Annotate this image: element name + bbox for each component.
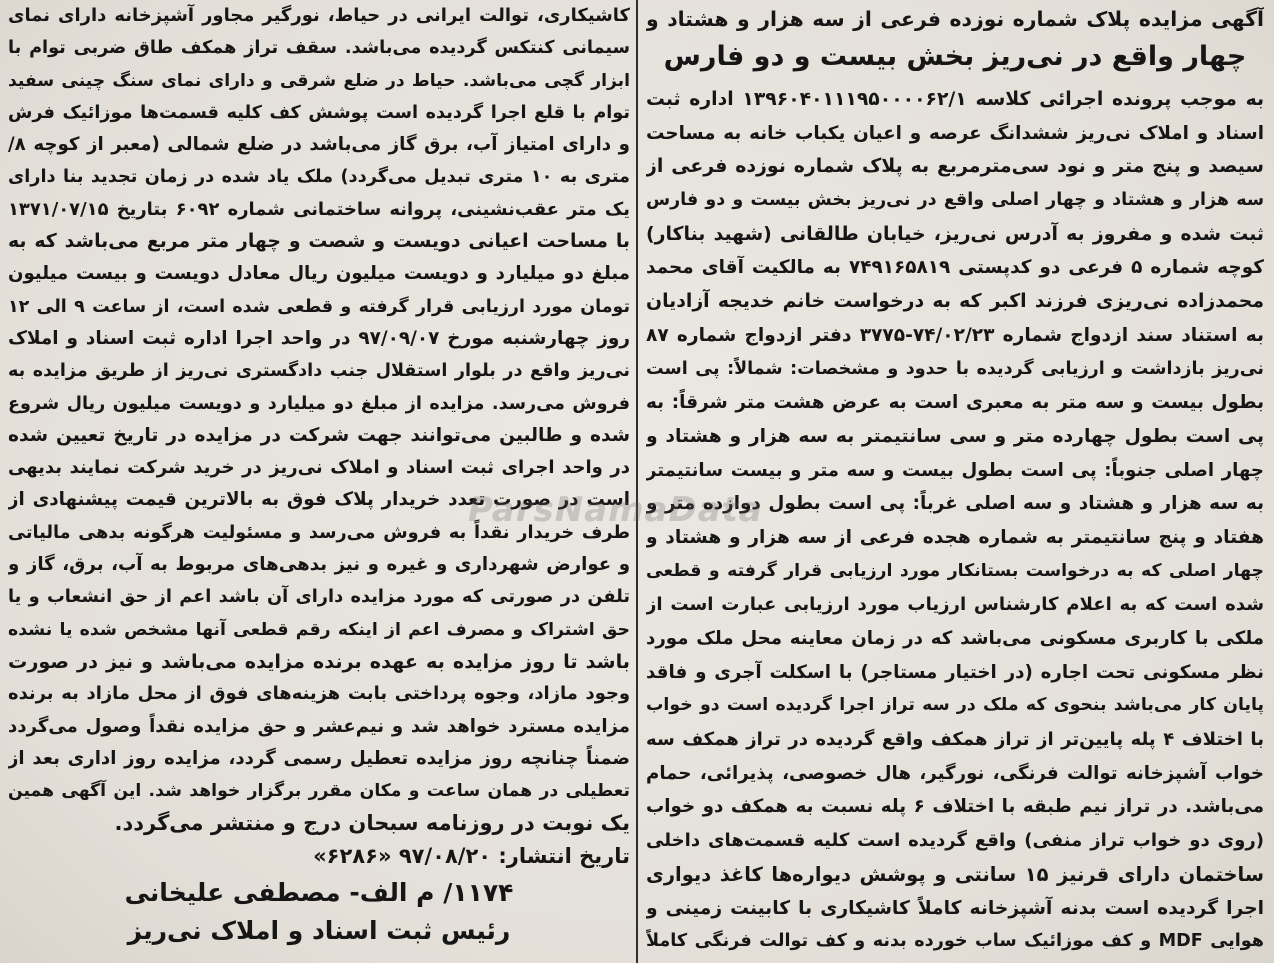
notice-column-right — [646, 83, 1264, 959]
signature-name: ۱۱۷۴/ م الف- مصطفی علیخانی — [124, 878, 514, 907]
notice-text-line: اجرا گردیده است بدنه آشپزخانه کاملاً کاشیکاری با کابینت زمینی و — [646, 897, 1264, 919]
watermark-text: ParsNamaData — [468, 490, 763, 530]
notice-title-line: چهار واقع در نی‌ریز بخش بیست و دو فارس — [663, 41, 1247, 72]
notice-text-line: اسناد و املاک نی‌ریز ششدانگ عرصه و اعیان یکباب خانه به مساحت — [646, 122, 1264, 144]
notice-text-line: حق اشتراک و مصرف اعم از اینکه رقم قطعی آنها مشخص شده یا نشده — [8, 619, 630, 640]
notice-text-line: ضمناً چنانچه روز مزایده تعطیل رسمی گردد، مزایده روز اداری بعد از — [8, 747, 630, 769]
notice-text-line: به موجب پرونده اجرائی کلاسه ۱۳۹۶۰۴۰۱۱۱۹۵۰۰۰۰۶۲/۱ اداره ثبت — [646, 89, 1264, 110]
column-divider — [636, 0, 638, 963]
notice-text-line: نظر مسکونی تحت اجاره (در اختیار مستاجر) با اسکلت آجری و فاقد — [646, 661, 1264, 683]
notice-text-line: ابزار گچی می‌باشد. حیاط در ضلع شرقی و دارای نمای سنگ چینی سفید — [8, 70, 630, 91]
notice-text-line: است در صورت تعدد خریدار پلاک فوق به بالاترین قیمت پیشنهادی از — [8, 489, 630, 511]
notice-text-line: یک نوبت در روزنامه سبحان درج و منتشر می‌گردد. — [114, 811, 630, 836]
notice-text-line: محمدزاده نی‌ریزی فرزند اکبر که به درخواست خانم خدیجه آزادیان — [646, 291, 1264, 313]
notice-title-line: آگهی مزایده پلاک شماره نوزده فرعی از سه هزار و هشتاد و — [646, 7, 1264, 31]
notice-text-line: نی‌ریز واقع در بلوار استقلال جنب دادگستری نی‌ریز از طریق مزایده به — [8, 361, 630, 382]
notice-text-line: ملکی با کاربری مسکونی می‌باشد که در زمان معاینه محل ملک مورد — [646, 628, 1264, 649]
notice-column-left — [8, 0, 630, 872]
notice-text-line: به سه هزار و هشتاد و سه اصلی غرباً: پی است بطول دوازده متر و — [646, 493, 1264, 515]
notice-text-line: یک متر عقب‌نشینی، پروانه ساختمانی شماره ۶۰۹۲ بتاریخ ۱۳۷۱/۰۷/۱۵ — [8, 198, 630, 220]
notice-title-block — [646, 0, 1264, 76]
notice-text-line: در واحد اجرای ثبت اسناد و املاک نی‌ریز در خرید شرکت نمایند بدیهی — [8, 457, 630, 479]
notice-text-line: شده و طالبین می‌توانند جهت شرکت در مزایده در تاریخ تعیین شده — [8, 424, 630, 446]
notice-text-line: کاشیکاری، توالت ایرانی در حیاط، نورگیر مجاور آشپزخانه دارای نمای — [8, 5, 630, 26]
notice-text-line: پایان کار می‌باشد بنحوی که ملک در سه تراز اجرا گردیده است دو خواب — [646, 695, 1264, 716]
notice-text-line: با اختلاف ۴ پله پایین‌تر از تراز همکف واقع گردیده در تراز همکف سه — [646, 729, 1264, 751]
notice-text-line: روز چهارشنبه مورخ ۹۷/۰۹/۰۷ در واحد اجرا اداره ثبت اسناد و املاک — [8, 327, 630, 349]
notice-text-line: سیمانی کنتکس گردیده می‌باشد. سقف تراز همکف طاق ضربی توام با — [8, 38, 630, 59]
notice-text-line: طرف خریدار نقداً به فروش می‌رسد و مسئولیت هرگونه بدهی مالیاتی — [8, 522, 630, 543]
signature-title: رئیس ثبت اسناد و املاک نی‌ریز — [127, 916, 511, 945]
notice-text-line: هوایی MDF و کف موزائیک ساب خورده بدنه و کف توالت فرنگی کاملاً — [646, 931, 1264, 952]
notice-text-line: با مساحت اعیانی دویست و شصت و چهار متر مربع می‌باشد که به — [8, 231, 630, 253]
notice-text-line: توام با قلع اجرا گردیده است پوشش کف کلیه قسمت‌ها موزائیک فرش — [8, 102, 630, 123]
notice-text-line: خواب آشپزخانه توالت فرنگی، نورگیر، هال خصوصی، پذیرائی، حمام — [646, 762, 1264, 784]
notice-text-line: (روی دو خواب تراز منفی) واقع گردیده است کلیه قسمت‌های داخلی — [646, 830, 1264, 852]
notice-text-line: سیصد و پنج متر و نود سی‌مترمربع به پلاک شماره نوزده فرعی از — [646, 155, 1264, 178]
notice-text-line: شده است که به اعلام کارشناس ارزیاب مورد ارزیابی عبارت است از — [646, 594, 1264, 616]
publication-date: تاریخ انتشار: ۹۷/۰۸/۲۰ «۶۲۸۶» — [313, 843, 630, 868]
notice-text-line: می‌باشد. در تراز نیم طبقه با اختلاف ۶ پله نسبت به همکف دو خواب — [646, 796, 1264, 818]
notice-text-line: پی است بطول چهارده متر و سی سانتیمتر به سه هزار و هشتاد و — [646, 425, 1264, 447]
notice-text-line: نی‌ریز بازداشت و ارزیابی گردیده با حدود و مشخصات: شمالاً: پی است — [646, 358, 1264, 379]
notice-text-line: تعطیلی در همان ساعت و مکان مقرر برگزار خواهد شد. این آگهی همین — [8, 781, 630, 802]
signature-block — [8, 874, 630, 950]
notice-text-line: وجود مازاد، وجوه پرداختی بابت هزینه‌های فوق از محل مازاد به برنده — [8, 683, 630, 705]
notice-text-line: مبلغ دو میلیارد و دویست میلیون ریال معادل دویست و بیست میلیون — [8, 263, 630, 285]
notice-text-line: و عوارض شهرداری و غیره و نیز بدهی‌های مربوط به آب، برق، گاز و — [8, 554, 630, 576]
notice-text-line: چهار اصلی جنوباً: پی است بطول بیست و سه متر و بیست سانتیمتر — [646, 459, 1264, 481]
notice-text-line: چهار اصلی که به درخواست بستانکار مورد ارزیابی قرار گرفته و قطعی — [646, 560, 1264, 581]
notice-text-line: تومان مورد ارزیابی قرار گرفته و قطعی شده است، از ساعت ۹ الی ۱۲ — [8, 296, 630, 317]
notice-text-line: بطول بیست و سه متر به معبری است به عرض هشت متر شرقاً: به — [646, 392, 1264, 414]
notice-text-line: مزایده مسترد خواهد شد و نیم‌عشر و حق مزایده نقداً وصول می‌گردد — [8, 715, 630, 737]
notice-text-line: فروش می‌رسد. مزایده از مبلغ دو میلیارد و دویست میلیون ریال شروع — [8, 393, 630, 414]
notice-text-line: تلفن در صورتی که مورد مزایده دارای آن باشد اعم از حق انشعاب و یا — [8, 587, 630, 608]
notice-text-line: متری به ۱۰ متری تبدیل می‌گردد) ملک یاد شده در زمان تجدید بنا دارای — [8, 167, 630, 188]
notice-text-line: ساختمان دارای قرنیز ۱۵ سانتی و پوشش دیواره‌ها کاغذ دیواری — [646, 862, 1264, 886]
notice-text-line: به استناد سند ازدواج شماره ۷۴/۰۲/۲۳-۳۷۷۵ دفتر ازدواج شماره ۸۷ — [646, 324, 1264, 346]
notice-text-line: ثبت شده و مفروز به آدرس نی‌ریز، خیابان طالقانی (شهید بناکار) — [646, 222, 1264, 245]
notice-text-line: باشد تا روز مزایده به عهده برنده مزایده می‌باشد و نیز در صورت — [8, 649, 630, 673]
notice-text-line: و دارای امتیاز آب، برق گاز می‌باشد در ضلع شمالی (معبر از کوچه ۸/ — [8, 134, 630, 156]
notice-text-line: سه هزار و هشتاد و چهار اصلی واقع در نی‌ریز بخش بیست و دو فارس — [646, 190, 1264, 211]
notice-text-line: کوچه شماره ۵ فرعی دو کدپستی ۷۴۹۱۶۵۸۱۹ به مالکیت آقای محمد — [646, 257, 1264, 279]
notice-text-line: هفتاد و پنج سانتیمتر به شماره هجده فرعی از سه هزار و هشتاد و — [646, 526, 1264, 548]
